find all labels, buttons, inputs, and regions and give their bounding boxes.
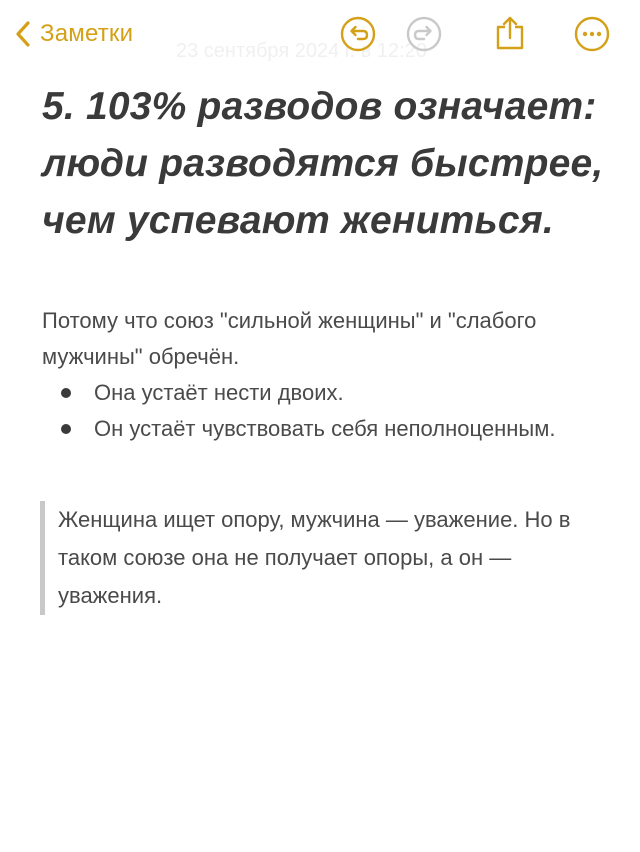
note-body[interactable] (42, 78, 612, 615)
list-item-text: Он устаёт чувствовать себя неполноценным. (94, 416, 556, 441)
chevron-left-icon (14, 20, 32, 48)
share-button[interactable] (490, 14, 530, 54)
back-button[interactable] (14, 14, 133, 54)
bullet-icon (61, 424, 71, 434)
block-quote (40, 501, 612, 615)
list-item (42, 375, 612, 411)
note-date: 23 сентября 2024 г. в 12:20 (176, 40, 427, 62)
navigation-bar (0, 0, 640, 70)
list-item (42, 411, 612, 447)
undo-button[interactable] (338, 14, 378, 54)
share-icon (490, 14, 530, 54)
bullet-icon (61, 388, 71, 398)
redo-button[interactable] (404, 14, 444, 54)
note-paragraph: Потому что союз "сильной женщины" и "слабого мужчины" обречён. (42, 308, 537, 369)
quote-text: Женщина ищет опору, мужчина — уважение. Но в таком союзе она не получает опоры, а он — уважения. (58, 507, 571, 608)
note-title: 5. 103% разводов означает: люди разводятся быстрее, чем успевают жениться. (42, 85, 604, 242)
redo-icon (404, 14, 444, 54)
undo-icon (338, 14, 378, 54)
list-item-text: Она устаёт нести двоих. (94, 380, 344, 405)
more-button[interactable] (572, 14, 612, 54)
bullet-list (42, 375, 612, 447)
back-label: Заметки (40, 20, 134, 47)
more-icon (572, 14, 612, 54)
